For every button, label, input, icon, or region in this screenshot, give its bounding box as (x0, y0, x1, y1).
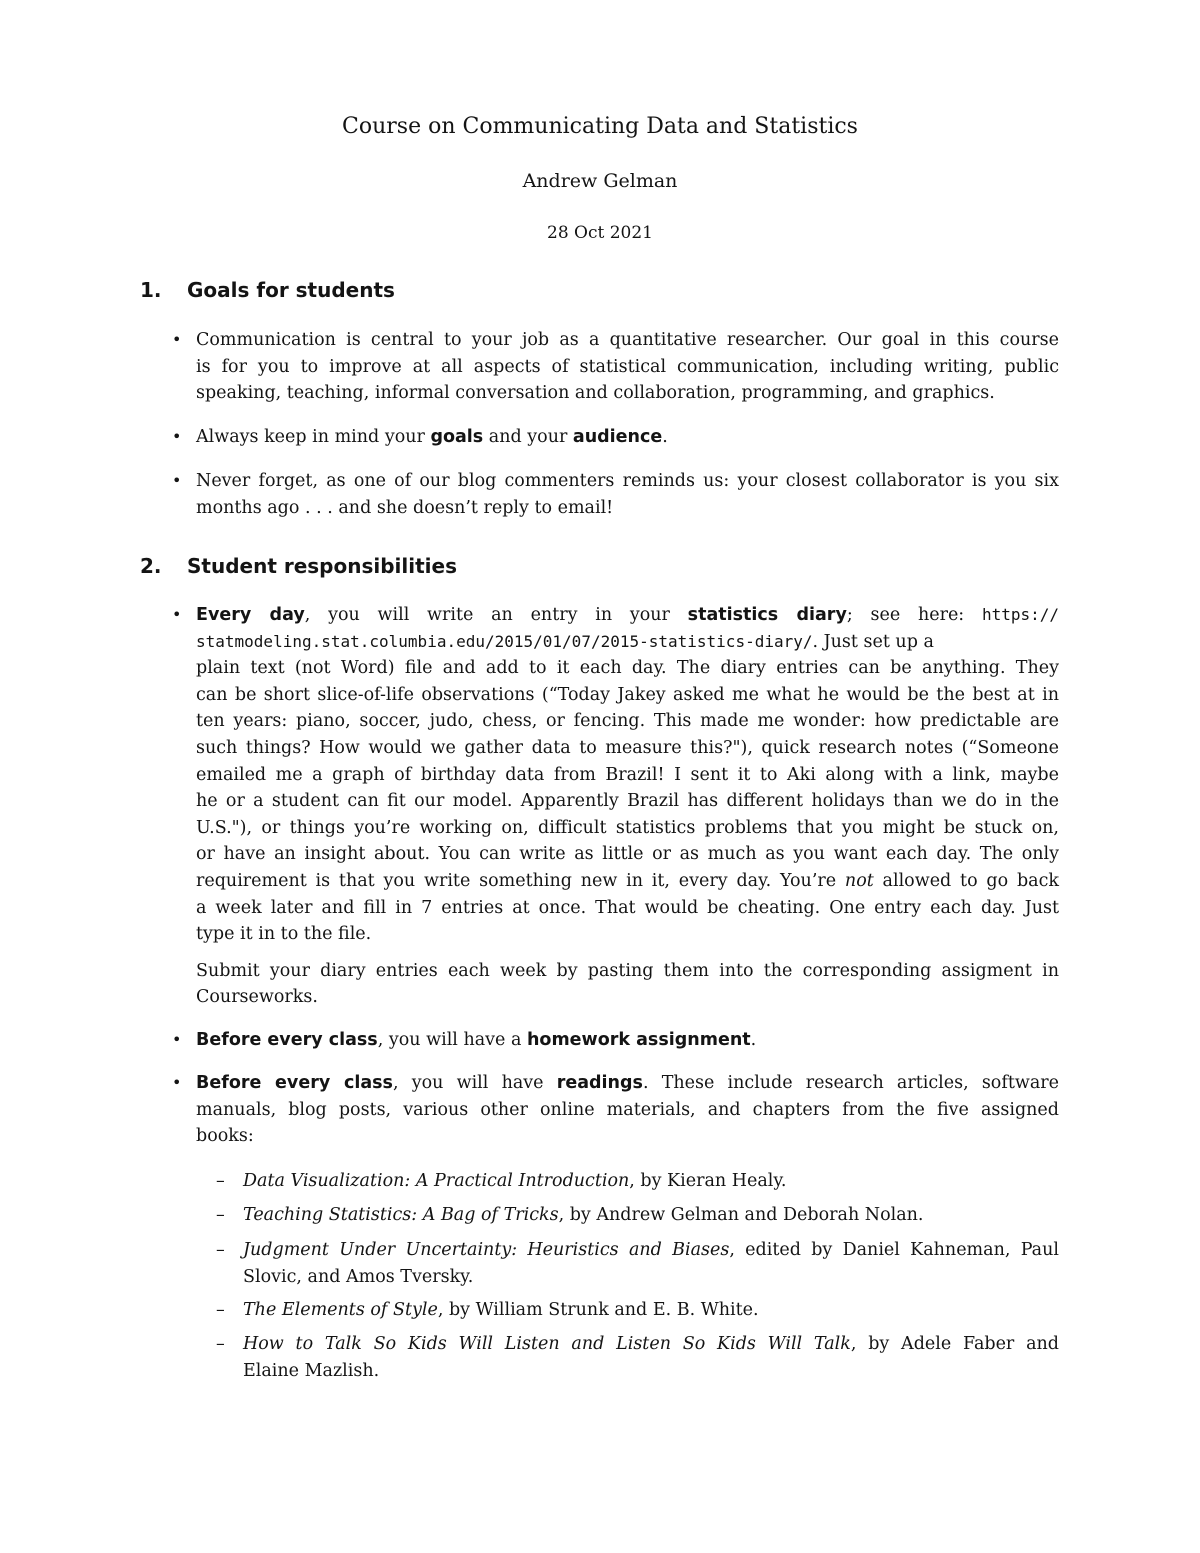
text-line (243, 1297, 1059, 1324)
text-line (243, 1168, 1059, 1195)
section-heading-goals (140, 276, 395, 304)
text-run: and your (483, 427, 573, 447)
bullet-icon: • (172, 1030, 182, 1049)
book-title: Teaching Statistics: A Bag of Tricks (243, 1205, 559, 1225)
list-item-communication (196, 327, 1059, 407)
book-author: , by William Strunk and E. B. White. (437, 1300, 759, 1320)
text-run: ; see here: (846, 605, 982, 625)
book-item-teaching-statistics (243, 1202, 1059, 1229)
bold-homework-assignment: homework assignment (526, 1030, 751, 1050)
text-run: , you will have (392, 1073, 557, 1093)
dash-icon: – (216, 1171, 225, 1191)
section-title: Student responsibilities (187, 554, 457, 578)
book-title: Data Visualization: A Practical Introduction (243, 1171, 630, 1191)
text-run: . Just set up a (812, 631, 934, 652)
text-line: speaking, teaching, informal conversation and collaboration, programming, and graphics. (196, 383, 995, 404)
italic-not: not (844, 870, 874, 891)
paragraph-gap (196, 948, 1059, 958)
text-line: such things? How would we gather data to measure this?"), quick research notes (“Someone (196, 737, 1059, 758)
text-line: is for you to improve at all aspects of statistical communication, including writing, public (196, 356, 1059, 377)
dash-icon: – (216, 1334, 225, 1354)
bold-readings: readings (556, 1073, 643, 1093)
section-number: 2. (140, 554, 162, 578)
book-title: Judgment Under Uncertainty: Heuristics and Biases (243, 1240, 730, 1260)
text-line: he or a student can fit our model. Apparently Brazil has different holidays than we do in the (196, 791, 1059, 812)
book-title: The Elements of Style (243, 1300, 438, 1320)
text-line: U.S."), or things you’re working on, difficult statistics problems that you might be stuck on, (196, 817, 1059, 838)
book-title: How to Talk So Kids Will Listen and Listen So Kids Will Talk (243, 1334, 851, 1354)
text-run: , you will have a (377, 1030, 527, 1050)
dash-icon: – (216, 1205, 225, 1225)
text-line (196, 1027, 1059, 1054)
text-line: manuals, blog posts, various other online materials, and chapters from the five assigned (196, 1099, 1059, 1120)
bold-before-every-class: Before every class (196, 1073, 393, 1093)
list-item-diary (196, 602, 1059, 1011)
text-line (243, 1202, 1059, 1229)
text-line: ten years: piano, soccer, judo, chess, or fencing. This made me wonder: how predictable are (196, 711, 1059, 732)
bold-statistics-diary: statistics diary (687, 605, 847, 625)
text-run: . These include research articles, software (642, 1073, 1059, 1093)
text-run: requirement is that you write something new in it, every day. You’re (196, 870, 845, 891)
text-line: plain text (not Word) file and add to it each day. The diary entries can be anything. They (196, 658, 1059, 679)
bullet-icon: • (172, 330, 182, 349)
bullet-icon: • (172, 427, 182, 446)
text-line: Courseworks. (196, 987, 318, 1008)
text-line: or have an insight about. You can write as little or as much as you want each day. The only (196, 844, 1059, 865)
text-line: months ago . . . and she doesn’t reply to email! (196, 497, 614, 518)
diary-url-part1[interactable]: https:// (981, 605, 1060, 624)
section-title: Goals for students (187, 278, 395, 302)
list-item-collaborator (196, 468, 1059, 521)
book-item-data-visualization (243, 1168, 1059, 1195)
text-line (196, 1070, 1059, 1097)
text-line: type it in to the file. (196, 924, 372, 945)
text-line: emailed me a graph of birthday data from Brazil! I sent it to Aki along with a link, maybe (196, 764, 1059, 785)
section-number: 1. (140, 278, 162, 302)
document-date: 28 Oct 2021 (547, 223, 653, 243)
text-line: Submit your diary entries each week by pasting them into the corresponding assigment in (196, 960, 1059, 981)
text-run: allowed to go back (873, 870, 1059, 891)
text-run: , you will write an entry in your (304, 605, 688, 625)
text-run: . (662, 427, 668, 447)
text-line: Never forget, as one of our blog commenters reminds us: your closest collaborator is you six (196, 471, 1059, 491)
text-run: . (750, 1030, 757, 1050)
bold-every-day: Every day (196, 605, 305, 625)
text-line: a week later and fill in 7 entries at once. That would be cheating. One entry each day. Just (196, 897, 1059, 918)
dash-icon: – (216, 1240, 225, 1260)
section-heading-responsibilities (140, 552, 457, 580)
text-line (196, 629, 1059, 656)
document-title: Course on Communicating Data and Statistics (342, 114, 858, 139)
bullet-icon: • (172, 1073, 182, 1092)
book-author: , by Andrew Gelman and Deborah Nolan. (558, 1205, 924, 1225)
book-item-elements-of-style (243, 1297, 1059, 1324)
book-item-judgment-under-uncertainty (243, 1237, 1059, 1290)
text-line (196, 424, 1059, 451)
bold-before-every-class: Before every class (196, 1030, 378, 1050)
text-line: Communication is central to your job as a quantitative researcher. Our goal in this course (196, 330, 1059, 350)
text-line (243, 1331, 1059, 1358)
diary-url-part2[interactable]: statmodeling.stat.columbia.edu/2015/01/07/2015-statistics-diary/ (196, 631, 813, 651)
dash-icon: – (216, 1300, 225, 1320)
book-author: , by Adele Faber and (850, 1334, 1059, 1354)
document-author: Andrew Gelman (522, 170, 678, 192)
bullet-icon: • (172, 605, 182, 624)
book-author: , edited by Daniel Kahneman, Paul (729, 1240, 1059, 1260)
text-line: can be short slice-of-life observations (“Today Jakey asked me what he would be the best at in (196, 684, 1059, 705)
list-item-goals-audience (196, 424, 1059, 451)
text-line (196, 868, 1059, 895)
list-item-readings (196, 1070, 1059, 1150)
text-line: books: (196, 1126, 254, 1147)
bold-audience: audience (572, 427, 663, 447)
text-line (243, 1237, 1059, 1264)
text-line: Slovic, and Amos Tversky. (243, 1266, 474, 1287)
text-line (196, 602, 1059, 629)
bullet-icon: • (172, 471, 182, 490)
text-line: Elaine Mazlish. (243, 1360, 380, 1381)
bold-goals: goals (430, 427, 484, 447)
book-item-how-to-talk (243, 1331, 1059, 1384)
list-item-homework (196, 1027, 1059, 1054)
text-run: Always keep in mind your (196, 427, 431, 447)
book-author: , by Kieran Healy. (629, 1171, 787, 1191)
